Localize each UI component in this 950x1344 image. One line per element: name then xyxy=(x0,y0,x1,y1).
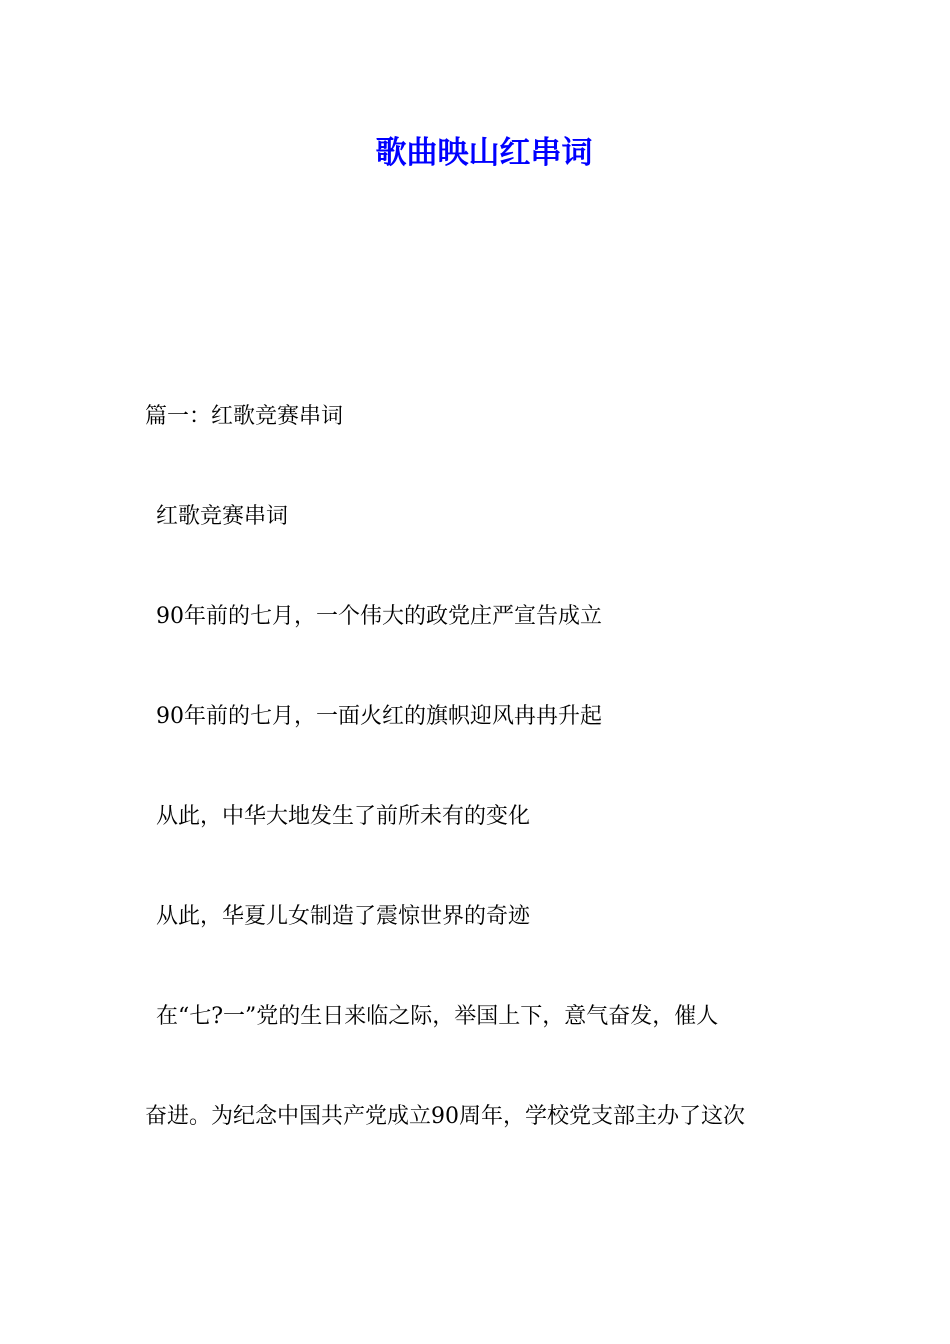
body-line: 奋进。为纪念中国共产党成立90周年，学校党支部主办了这次 xyxy=(145,1104,745,1129)
body-line: 从此，华夏儿女制造了震惊世界的奇迹 xyxy=(156,904,531,929)
document-title: 歌曲映山红串词 xyxy=(375,135,593,171)
body-line: 90年前的七月，一面火红的旗帜迎风冉冉升起 xyxy=(156,704,602,729)
body-line: 90年前的七月，一个伟大的政党庄严宣告成立 xyxy=(156,604,602,629)
section-heading: 篇一：红歌竞赛串词 xyxy=(145,404,344,429)
body-line: 在“七?一”党的生日来临之际，举国上下，意气奋发，催人 xyxy=(156,1004,719,1029)
body-line: 从此，中华大地发生了前所未有的变化 xyxy=(156,804,531,829)
subsection-heading: 红歌竞赛串词 xyxy=(156,504,289,529)
